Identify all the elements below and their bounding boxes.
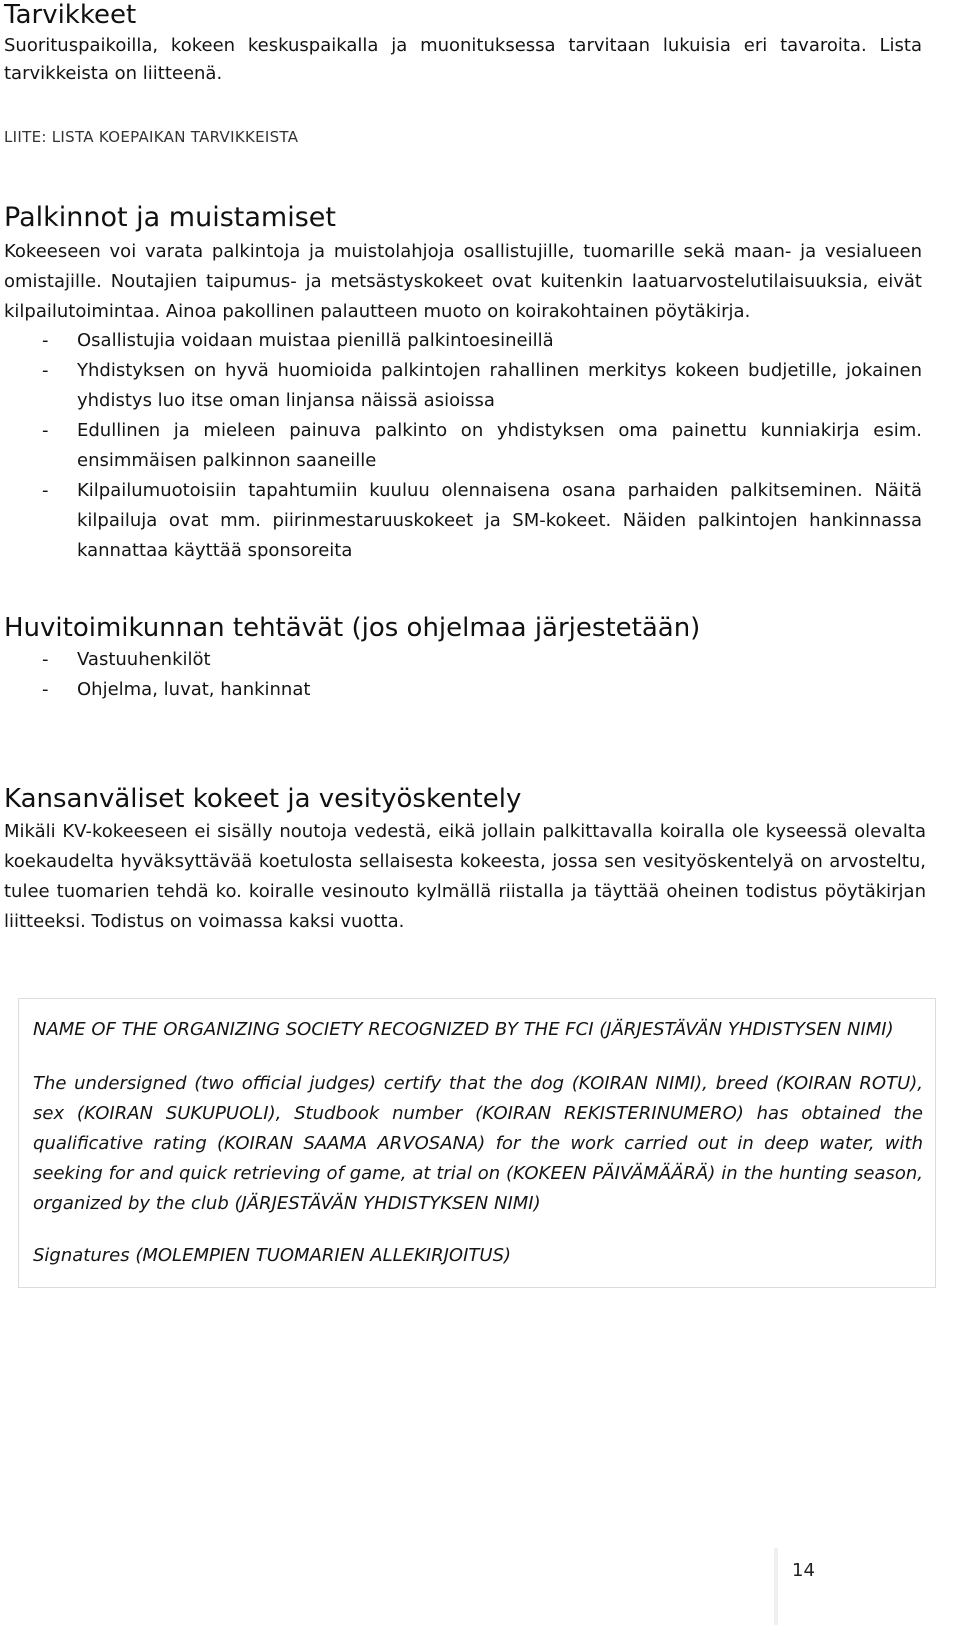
certificate-society: NAME OF THE ORGANIZING SOCIETY RECOGNIZED BY THE FCI (JÄRJESTÄVÄN YHDISTYSEN NIMI)	[33, 1019, 894, 1040]
list-item-text: Vastuuhenkilöt	[77, 649, 211, 670]
certificate-statement: The undersigned (two official judges) certify that the dog (KOIRAN NIMI), breed (KOIRAN ROTU), sex (KOIRAN SUKUPUOLI), Studbook number (KOIRAN REKISTERINUMERO) has obtained the qualificative rating (KOIRAN SAAMA ARVOSANA) for the work carried out in deep water, with seeking for and quick retrieving of game, at trial on (KOKEEN PÄIVÄMÄÄRÄ) in the hunting season, organized by the club (JÄRJESTÄVÄN YHDISTYKSEN NIMI)	[33, 1073, 923, 1214]
section-heading-palkinnot: Palkinnot ja muistamiset	[4, 202, 336, 233]
list-item	[4, 356, 926, 416]
dash-bullet: -	[42, 480, 49, 501]
dash-bullet: -	[42, 330, 49, 351]
section-heading-tarvikkeet: Tarvikkeet	[4, 0, 137, 30]
section-heading-kansainvaliset: Kansanväliset kokeet ja vesityöskentely	[4, 784, 522, 814]
list-item	[4, 476, 926, 566]
list-item-text: Ohjelma, luvat, hankinnat	[77, 679, 311, 700]
certificate-template-box	[18, 998, 936, 1288]
tarvikkeet-body: Suorituspaikoilla, kokeen keskuspaikalla ja muonituksessa tarvitaan lukuisia eri tavaroita. Lista tarvikkeista on liitteenä.	[4, 35, 922, 84]
dash-bullet: -	[42, 360, 49, 381]
list-item	[4, 675, 926, 705]
section-heading-huvitoimikunta: Huvitoimikunnan tehtävät (jos ohjelmaa järjestetään)	[4, 613, 701, 643]
list-item	[4, 326, 926, 356]
palkinnot-list	[4, 326, 926, 566]
dash-bullet: -	[42, 649, 49, 670]
list-item-text: Kilpailumuotoisiin tapahtumiin kuuluu olennaisena osana parhaiden palkitseminen. Näitä kilpailuja ovat mm. piirinmestaruuskokeet ja SM-kokeet. Näiden palkintojen hankinnassa kannattaa käyttää sponsoreita	[77, 480, 922, 561]
dash-bullet: -	[42, 420, 49, 441]
list-item	[4, 416, 926, 476]
list-item-text: Edullinen ja mieleen painuva palkinto on yhdistyksen oma painettu kunniakirja esim. ensimmäisen palkinnon saaneille	[77, 420, 922, 471]
appendix-reference: LIITE: LISTA KOEPAIKAN TARVIKKEISTA	[4, 128, 299, 146]
page-footer	[774, 1548, 838, 1625]
certificate-signatures: Signatures (MOLEMPIEN TUOMARIEN ALLEKIRJOITUS)	[33, 1245, 512, 1266]
list-item-text: Osallistujia voidaan muistaa pienillä palkintoesineillä	[77, 330, 554, 351]
list-item-text: Yhdistyksen on hyvä huomioida palkintojen rahallinen merkitys kokeen budjetille, jokainen yhdistys luo itse oman linjansa näissä asioissa	[77, 360, 922, 411]
list-item	[4, 645, 926, 675]
palkinnot-body: Kokeeseen voi varata palkintoja ja muistolahjoja osallistujille, tuomarille sekä maan- ja vesialueen omistajille. Noutajien taipumus- ja metsästyskokeet ovat kuitenkin laatuarvostelutilaisuuksia, eivät kilpailutoimintaa. Ainoa pakollinen palautteen muoto on koirakohtainen pöytäkirja.	[4, 241, 922, 322]
huvitoimikunta-list	[4, 645, 926, 705]
kansainvaliset-body: Mikäli KV-kokeeseen ei sisälly noutoja vedestä, eikä jollain palkittavalla koiralla ole kyseessä olevalta koekaudelta hyväksyttävää koetulosta sellaisesta kokeesta, jossa sen vesityöskentelyä on arvosteltu, tulee tuomarien tehdä ko. koiralle vesinouto kylmällä riistalla ja täyttää oheinen todistus pöytäkirjan liitteeksi. Todistus on voimassa kaksi vuotta.	[4, 821, 926, 932]
dash-bullet: -	[42, 679, 49, 700]
page-number: 14	[792, 1560, 815, 1581]
